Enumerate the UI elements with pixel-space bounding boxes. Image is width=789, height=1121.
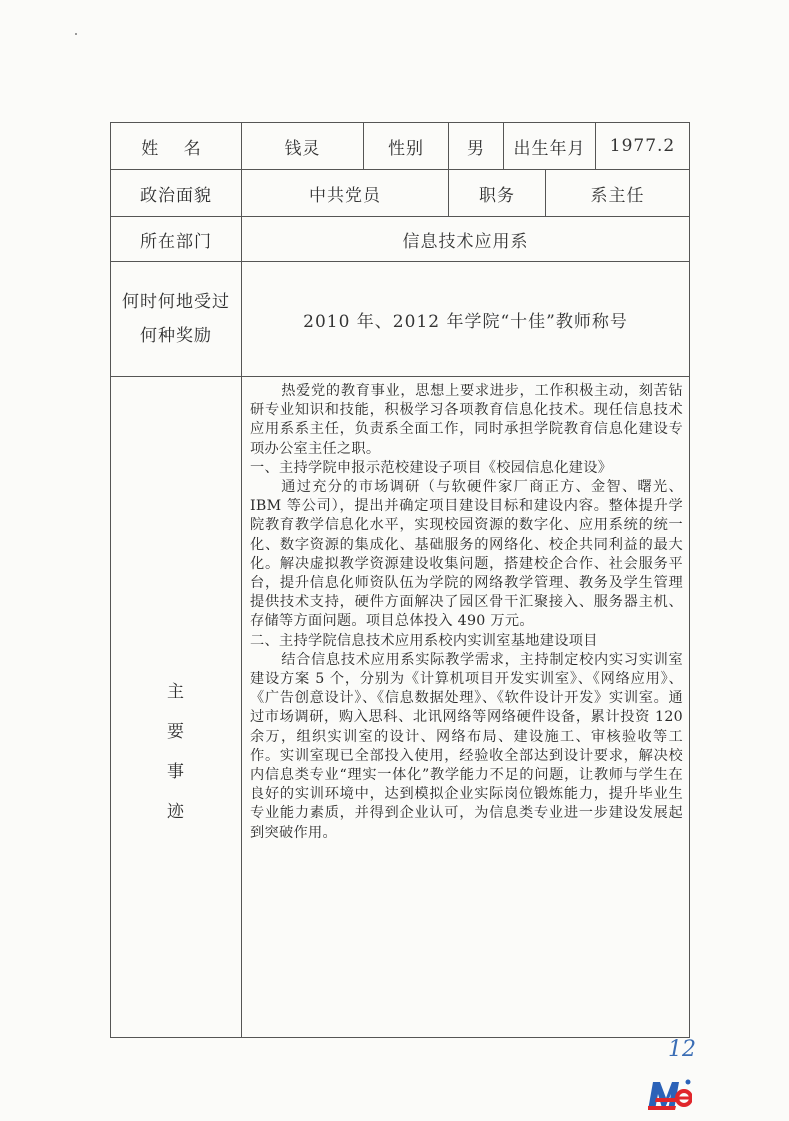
form-row-department (111, 217, 690, 262)
deeds-label-char: 事 (167, 762, 185, 782)
awards-label-line2: 何种奖励 (140, 326, 212, 346)
form-row-political (111, 170, 690, 217)
page-number: 12 (668, 1037, 696, 1062)
awards-label (111, 262, 242, 377)
form-row-awards (111, 262, 690, 377)
deeds-label-char: 迹 (167, 802, 185, 822)
deeds-paragraph: 一、主持学院申报示范校建设子项目《校园信息化建设》 (250, 459, 613, 476)
department-value: 信息技术应用系 (242, 217, 690, 262)
awards-value: 2010 年、2012 年学院“十佳”教师称号 (242, 262, 690, 377)
deeds-paragraph: 热爱党的教育事业，思想上要求进步，工作积极主动，刻苦钻研专业知识和技能，积极学习各项教育信息化技术。现任信息技术应用系系主任，负责系全面工作，同时承担学院教育信息化建设专项办公室主任之职。 (250, 383, 683, 457)
awards-label-line1: 何时何地受过 (122, 292, 230, 312)
deeds-content (242, 377, 690, 1038)
political-label: 政治面貌 (111, 170, 242, 217)
position-label: 职务 (449, 170, 546, 217)
name-label: 姓 名 (111, 123, 242, 170)
deeds-paragraph: 结合信息技术应用系实际教学需求，主持制定校内实习实训室建设方案 5 个，分别为《计算机项目开发实训室》、《网络应用》、《广告创意设计》、《信息数据处理》、《软件设计开发》实训室。通过市场调研，购入思科、北讯网络等网络硬件设备，累计投资 120 余万，组织实训室的设计、网络布局、建设施工、审核验收等工作。实训室现已全部投入使用，经验收全部达到设计要求，解决校内信息类专业“理实一体化”教学能力不足的问题，让教师与学生在良好的实训环境中，达到模拟企业实际岗位锻炼能力，提升毕业生专业能力素质，并得到企业认可，为信息类专业进一步建设发展起到突破作用。 (250, 651, 683, 841)
scan-speck (75, 33, 77, 35)
gender-label: 性别 (364, 123, 449, 170)
form-row-basic-info (111, 123, 690, 170)
personnel-form-table (110, 122, 690, 1038)
gender-value: 男 (449, 123, 504, 170)
birth-value: 1977.2 (596, 123, 690, 170)
deeds-label (111, 377, 242, 1038)
deeds-label-char: 要 (167, 722, 185, 742)
deeds-paragraph: 二、主持学院信息技术应用系校内实训室基地建设项目 (250, 632, 598, 649)
birth-label: 出生年月 (504, 123, 596, 170)
deeds-label-char: 主 (167, 682, 185, 702)
position-value: 系主任 (546, 170, 690, 217)
form-row-deeds (111, 377, 690, 1038)
political-value: 中共党员 (242, 170, 449, 217)
me-logo-icon (646, 1076, 692, 1114)
name-value: 钱灵 (242, 123, 364, 170)
department-label: 所在部门 (111, 217, 242, 262)
deeds-paragraph: 通过充分的市场调研（与软硬件家厂商正方、金智、曙光、IBM 等公司），提出并确定项目建设目标和建设内容。整体提升学院教育教学信息化水平，实现校园资源的数字化、应用系统的统一化、数字资源的集成化、基础服务的网络化、校企共同利益的最大化。解决虚拟教学资源建设收集问题，搭建校企合作、社会服务平台，提升信息化师资队伍为学院的网络教学管理、教务及学生管理提供技术支持，硬件方面解决了园区骨干汇聚接入、服务器主机、存储等方面问题。项目总体投入 490 万元。 (250, 479, 683, 630)
